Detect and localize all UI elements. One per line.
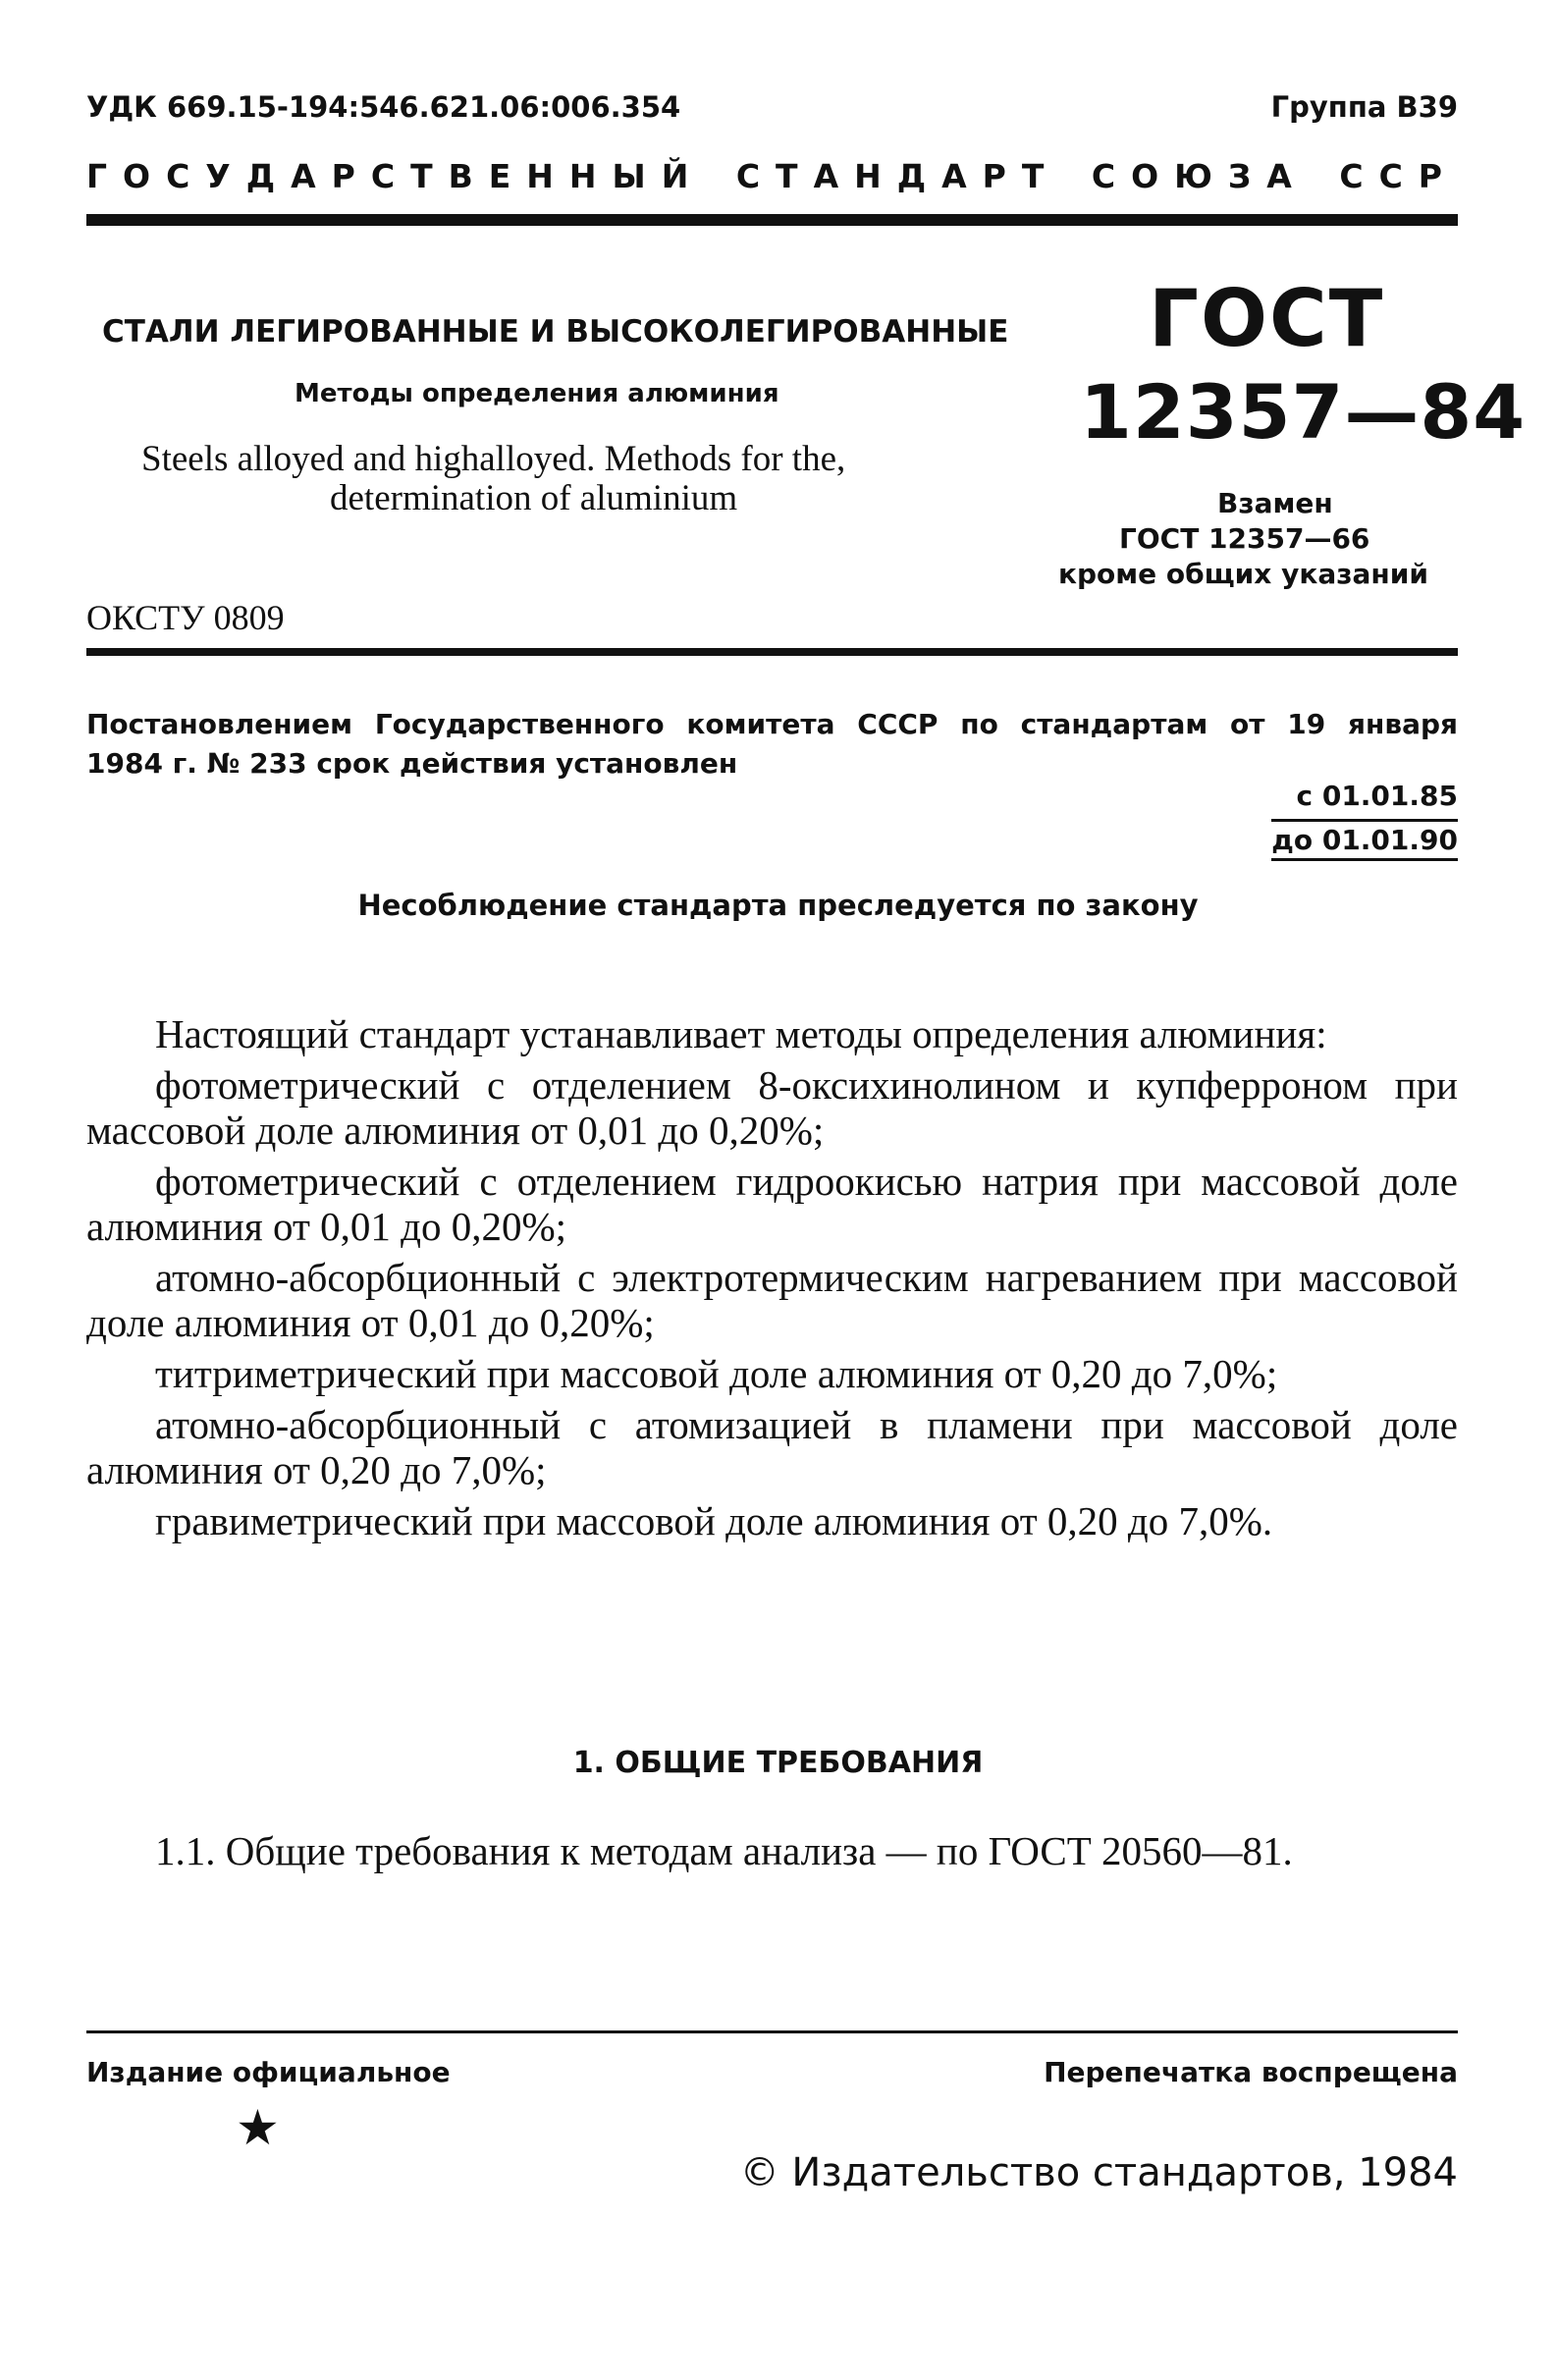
decree-text [86, 705, 1458, 784]
document-title: СТАЛИ ЛЕГИРОВАННЫЕ И ВЫСОКОЛЕГИРОВАННЫЕ [102, 314, 1009, 350]
decree-line2: 1984 г. № 233 срок действия установлен [86, 747, 738, 780]
state-title-word: СТАНДАРТ [735, 157, 1060, 195]
method-item: атомно-абсорбционный с электротермическим нагреванием при массовой доле алюминия от 0,01 до 0,20%; [86, 1255, 1458, 1345]
section-heading: 1. ОБЩИЕ ТРЕБОВАНИЯ [572, 1746, 984, 1780]
clause-text: 1.1. Общие требования к методам анализа — по ГОСТ 20560—81. [155, 1828, 1293, 1873]
star-icon: ★ [236, 2099, 280, 2156]
effective-date-from: с 01.01.85 [1296, 780, 1458, 812]
decree-word: комитета [686, 708, 835, 740]
body-text [86, 1011, 1458, 1547]
clause-1-1 [86, 1828, 1458, 1877]
english-title-line2: determination of aluminium [330, 478, 738, 518]
method-item: фотометрический с отделением гидроокисью натрия при массовой доле алюминия от 0,01 до 0,20%; [86, 1159, 1458, 1249]
copyright: © Издательство стандартов, 1984 [739, 2150, 1458, 2195]
gost-number: 12357—84 [1080, 368, 1527, 456]
udk-code: УДК 669.15-194:546.621.06:006.354 [86, 90, 681, 124]
official-edition: Издание официальное [86, 2056, 451, 2088]
decree-line1 [86, 705, 1458, 744]
decree-word: 19 [1287, 708, 1326, 740]
decree-word: стандартам [1020, 708, 1208, 740]
method-item: гравиметрический при массовой доле алюминия от 0,20 до 7,0%. [155, 1498, 1273, 1543]
legal-warning: Несоблюдение стандарта преследуется по закону [357, 889, 1199, 922]
decree-word: Постановлением [86, 708, 353, 740]
oksty-code: ОКСТУ 0809 [86, 598, 285, 637]
decree-word: от [1230, 708, 1265, 740]
replaces-note: кроме общих указаний [1058, 558, 1428, 590]
decree-word: января [1348, 708, 1458, 740]
decree-word: по [960, 708, 998, 740]
replaces-label: Взамен [1217, 487, 1333, 519]
state-title-word: СОЮЗА [1091, 157, 1308, 195]
footer-divider [86, 2030, 1458, 2033]
method-item: атомно-абсорбционный с атомизацией в пламени при массовой доле алюминия от 0,20 до 7,0%; [86, 1402, 1458, 1492]
effective-date-to: до 01.01.90 [1271, 819, 1458, 861]
replaces-gost: ГОСТ 12357—66 [1119, 522, 1370, 555]
state-standard-title [86, 157, 1458, 195]
reprint-prohibited: Перепечатка воспрещена [1044, 2056, 1458, 2088]
method-item: титриметрический при массовой доле алюминия от 0,20 до 7,0%; [155, 1351, 1278, 1396]
method-item: фотометрический с отделением 8-оксихинолином и купферроном при массовой доле алюминия от 0,01 до 0,20%; [86, 1062, 1458, 1153]
header-divider [86, 214, 1458, 226]
title-divider [86, 648, 1458, 656]
state-title-word: ССР [1339, 157, 1458, 195]
gost-label: ГОСТ [1149, 273, 1385, 364]
intro-paragraph: Настоящий стандарт устанавливает методы определения алюминия: [155, 1011, 1327, 1056]
english-title-line1: Steels alloyed and highalloyed. Methods for the, [141, 439, 846, 479]
decree-word: СССР [857, 708, 939, 740]
decree-word: Государственного [374, 708, 665, 740]
state-title-word: ГОСУДАРСТВЕННЫЙ [86, 157, 705, 195]
document-subtitle: Методы определения алюминия [295, 379, 779, 408]
group-code: Группа В39 [1270, 90, 1458, 124]
